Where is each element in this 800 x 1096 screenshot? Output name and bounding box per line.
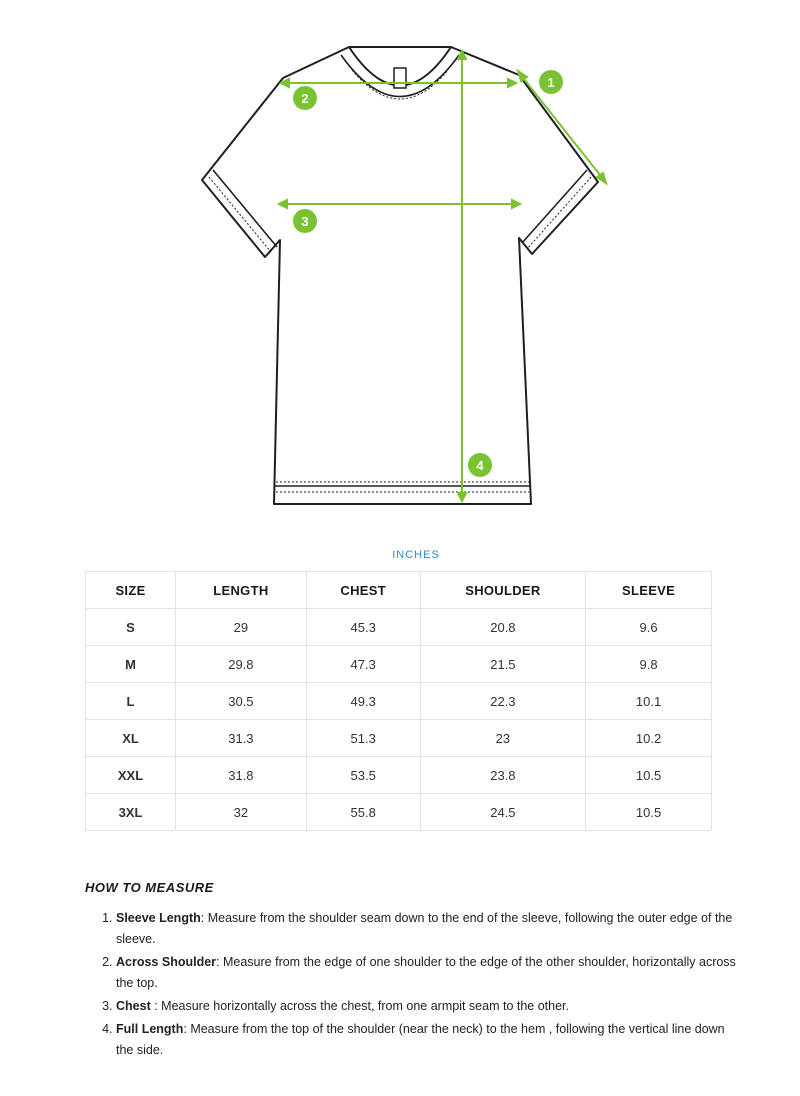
chest-cell: 51.3 [306, 720, 420, 757]
chest-cell: 55.8 [306, 794, 420, 831]
sleeve-cell: 10.1 [586, 683, 712, 720]
step-text: Measure from the top of the shoulder (near the neck) to the hem , following the vertical line down the side. [116, 1022, 725, 1057]
header-shoulder: SHOULDER [420, 572, 586, 609]
table-header-row [86, 572, 712, 609]
shoulder-cell: 22.3 [420, 683, 586, 720]
step-separator: : [216, 955, 220, 969]
marker-2 [293, 86, 317, 110]
svg-text:1: 1 [547, 75, 555, 90]
shoulder-cell: 21.5 [420, 646, 586, 683]
length-cell: 31.8 [176, 757, 307, 794]
shoulder-cell: 24.5 [420, 794, 586, 831]
how-to-measure-title: HOW TO MEASURE [85, 880, 214, 895]
size-cell: L [86, 683, 176, 720]
step-separator: : [150, 999, 158, 1013]
chest-cell: 47.3 [306, 646, 420, 683]
sleeve-cell: 9.8 [586, 646, 712, 683]
step-term: Across Shoulder [116, 955, 217, 969]
chest-cell: 49.3 [306, 683, 420, 720]
size-cell: S [86, 609, 176, 646]
sleeve-cell: 10.5 [586, 757, 712, 794]
neck-label [394, 68, 406, 88]
size-chart-table [85, 571, 712, 831]
header-chest: CHEST [306, 572, 420, 609]
tshirt-outline [202, 47, 598, 504]
chest-cell: 53.5 [306, 757, 420, 794]
svg-text:2: 2 [301, 91, 309, 106]
step-separator: : [183, 1022, 187, 1036]
table-row [86, 609, 712, 646]
table-row [86, 794, 712, 831]
chest-cell: 45.3 [306, 609, 420, 646]
marker-1 [539, 70, 563, 94]
list-item [116, 996, 736, 1017]
shoulder-cell: 20.8 [420, 609, 586, 646]
step-term: Chest [116, 999, 151, 1013]
size-cell: 3XL [86, 794, 176, 831]
sleeve-cell: 10.2 [586, 720, 712, 757]
table-row [86, 720, 712, 757]
length-cell: 29 [176, 609, 307, 646]
table-row [86, 646, 712, 683]
size-cell: M [86, 646, 176, 683]
table-row [86, 683, 712, 720]
step-separator: : [200, 911, 205, 925]
step-term: Full Length [116, 1022, 184, 1036]
sleeve-cell: 9.6 [586, 609, 712, 646]
header-size: SIZE [86, 572, 176, 609]
tshirt-illustration [0, 0, 800, 520]
list-item [116, 1019, 736, 1061]
marker-4 [468, 453, 492, 477]
svg-text:3: 3 [301, 214, 309, 229]
unit-caption: INCHES [392, 549, 440, 561]
svg-text:4: 4 [476, 458, 484, 473]
length-cell: 31.3 [176, 720, 307, 757]
measure-steps-list [85, 908, 736, 1063]
size-cell: XL [86, 720, 176, 757]
length-cell: 30.5 [176, 683, 307, 720]
step-text: Measure horizontally across the chest, from one armpit seam to the other. [157, 999, 569, 1013]
step-text: Measure from the shoulder seam down to the end of the sleeve, following the outer edge of the sleeve. [116, 911, 733, 946]
table-row [86, 757, 712, 794]
header-length: LENGTH [176, 572, 307, 609]
sleeve-cell: 10.5 [586, 794, 712, 831]
shoulder-cell: 23.8 [420, 757, 586, 794]
shoulder-cell: 23 [420, 720, 586, 757]
tshirt-diagram [0, 0, 800, 520]
length-cell: 29.8 [176, 646, 307, 683]
step-text: Measure from the edge of one shoulder to the edge of the other shoulder, horizontally across the top. [116, 955, 736, 990]
step-term: Sleeve Length [116, 911, 201, 925]
length-cell: 32 [176, 794, 307, 831]
list-item [116, 952, 736, 994]
list-item [116, 908, 736, 950]
marker-3 [293, 209, 317, 233]
size-cell: XXL [86, 757, 176, 794]
header-sleeve: SLEEVE [586, 572, 712, 609]
